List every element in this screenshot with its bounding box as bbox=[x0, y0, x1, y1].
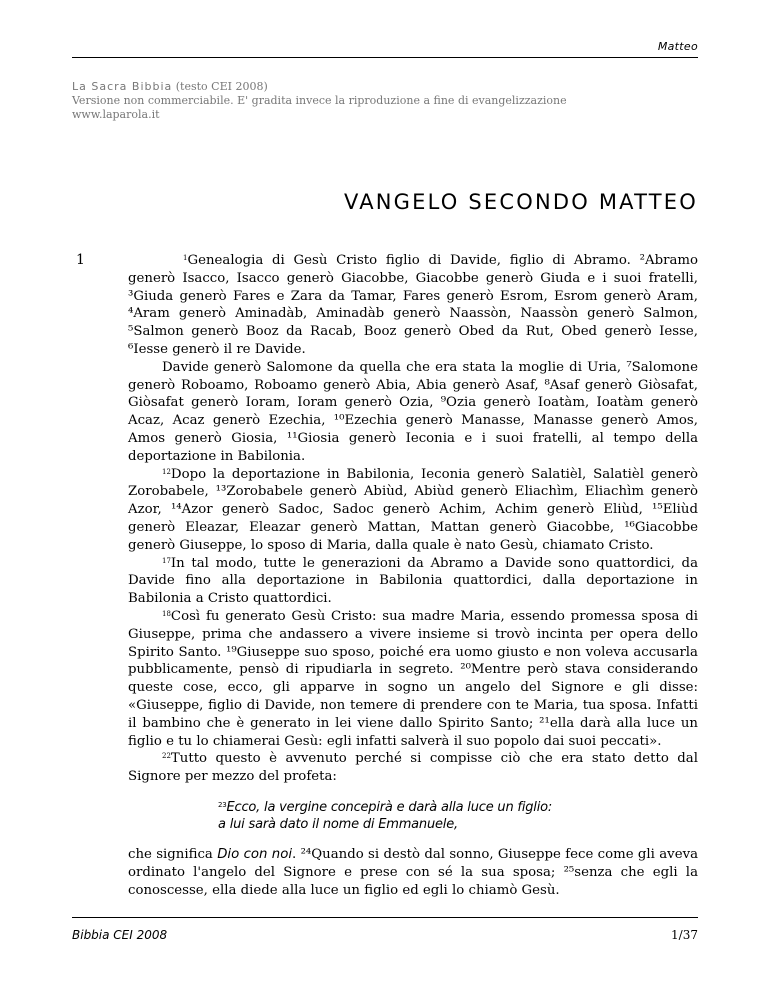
source-url: www.laparola.it bbox=[72, 108, 160, 121]
emphasis-text: Dio con noi bbox=[217, 846, 293, 862]
page-title: VANGELO SECONDO MATTEO bbox=[343, 190, 698, 214]
footer-title: Bibbia CEI 2008 bbox=[72, 928, 168, 942]
source-edition: (testo CEI 2008) bbox=[172, 80, 268, 93]
source-license: Versione non commerciabile. E' gradita invece la riproduzione a fine di evangelizzazione bbox=[72, 94, 567, 107]
paragraph-text: che significa bbox=[128, 846, 218, 862]
running-header-title: Matteo bbox=[657, 40, 698, 53]
paragraph bbox=[128, 846, 698, 899]
paragraph bbox=[128, 555, 698, 608]
paragraph bbox=[128, 466, 698, 555]
page-number: 1/37 bbox=[671, 928, 698, 942]
header-rule bbox=[72, 57, 698, 58]
verse-number: 17 bbox=[162, 556, 171, 565]
paragraph-text: Davide generò Salomone da quella che era stata la moglie di Uria, ⁷Salomone generò Roboamo, Roboamo generò Abia, Abia generò Asaf, ⁸Asaf generò Giòsafat, Giòsafat generò Ioram, Ioram generò Ozia, ⁹Ozia generò Ioatàm, Ioatàm generò Acaz, Acaz generò Ezechia, ¹⁰Ezechia generò Manasse, Manasse generò Amos, Amos generò Giosia, ¹¹Giosia generò Ieconia e i suoi fratelli, al tempo della deportazione in Babilonia. bbox=[128, 359, 698, 464]
verse-number: 1 bbox=[183, 254, 188, 262]
paragraph bbox=[128, 608, 698, 750]
source-brand-line bbox=[72, 80, 567, 94]
quote-line: Ecco, la vergine concepirà e darà alla luce un figlio: bbox=[226, 799, 553, 815]
paragraph bbox=[128, 750, 698, 786]
verse-number: 18 bbox=[162, 609, 171, 618]
verse-number: 12 bbox=[162, 467, 171, 476]
scripture-text bbox=[128, 252, 698, 899]
footer-rule bbox=[72, 917, 698, 918]
paragraph-text: Dopo la deportazione in Babilonia, Ieconia generò Salatièl, Salatièl generò Zorobabele, ¹³Zorobabele generò Abiùd, Abiùd generò Eliachìm, Eliachìm generò Azor, ¹⁴Azor generò Sadoc, Sadoc generò Achim, Achim generò Eliùd, ¹⁵Eliùd generò Eleazar, Eleazar generò Mattan, Mattan generò Giacobbe, ¹⁶Giacobbe generò Giuseppe, lo sposo di Maria, dalla quale è nato Gesù, chiamato Cristo. bbox=[128, 466, 698, 553]
chapter-number: 1 bbox=[76, 252, 85, 268]
paragraph-text: In tal modo, tutte le generazioni da Abramo a Davide sono quattordici, da Davide fino alla deportazione in Babilonia quattordici, dalla deportazione in Babilonia a Cristo quattordici. bbox=[128, 555, 698, 607]
paragraph bbox=[128, 359, 698, 466]
prophecy-quote bbox=[218, 799, 698, 833]
paragraph-text: . ²⁴Quando si destò dal sonno, Giuseppe fece come gli aveva ordinato l'angelo del Signore e prese con sé la sua sposa; ²⁵senza che egli la conoscesse, ella diede alla luce un figlio ed egli lo chiamò Gesù. bbox=[128, 846, 699, 898]
quote-line: a lui sarà dato il nome di Emmanuele, bbox=[218, 816, 458, 832]
source-brand: La Sacra Bibbia bbox=[72, 80, 173, 93]
verse-number: 22 bbox=[162, 752, 171, 761]
paragraph-text: Genealogia di Gesù Cristo figlio di Davide, figlio di Abramo. ²Abramo generò Isacco, Isacco generò Giacobbe, Giacobbe generò Giuda e i suoi fratelli, ³Giuda generò Fares e Zara da Tamar, Fares generò Esrom, Esrom generò Aram, ⁴Aram generò Aminadàb, Aminadàb generò Naassòn, Naassòn generò Salmon, ⁵Salmon generò Booz da Racab, Booz generò Obed da Rut, Obed generò Iesse, ⁶Iesse generò il re Davide. bbox=[128, 253, 698, 357]
paragraph-text: Così fu generato Gesù Cristo: sua madre Maria, essendo promessa sposa di Giuseppe, prima che andassero a vivere insieme si trovò incinta per opera dello Spirito Santo. ¹⁹Giuseppe suo sposo, poiché era uomo giusto e non voleva accusarla pubblicamente, pensò di ripudiarla in segreto. ²⁰Mentre però stava considerando queste cose, ecco, gli apparve in sogno un angelo del Signore e gli disse: «Giuseppe, figlio di Davide, non temere di prendere con te Maria, tua sposa. Infatti il bambino che è generato in lei viene dallo Spirito Santo; ²¹ella darà alla luce un figlio e tu lo chiamerai Gesù: egli infatti salverà il suo popolo dai suoi peccati». bbox=[128, 608, 698, 749]
source-notice bbox=[72, 80, 567, 122]
verse-number: 23 bbox=[218, 800, 227, 809]
paragraph bbox=[128, 252, 698, 359]
paragraph-text: Tutto questo è avvenuto perché si compisse ciò che era stato detto dal Signore per mezzo del profeta: bbox=[128, 751, 698, 785]
